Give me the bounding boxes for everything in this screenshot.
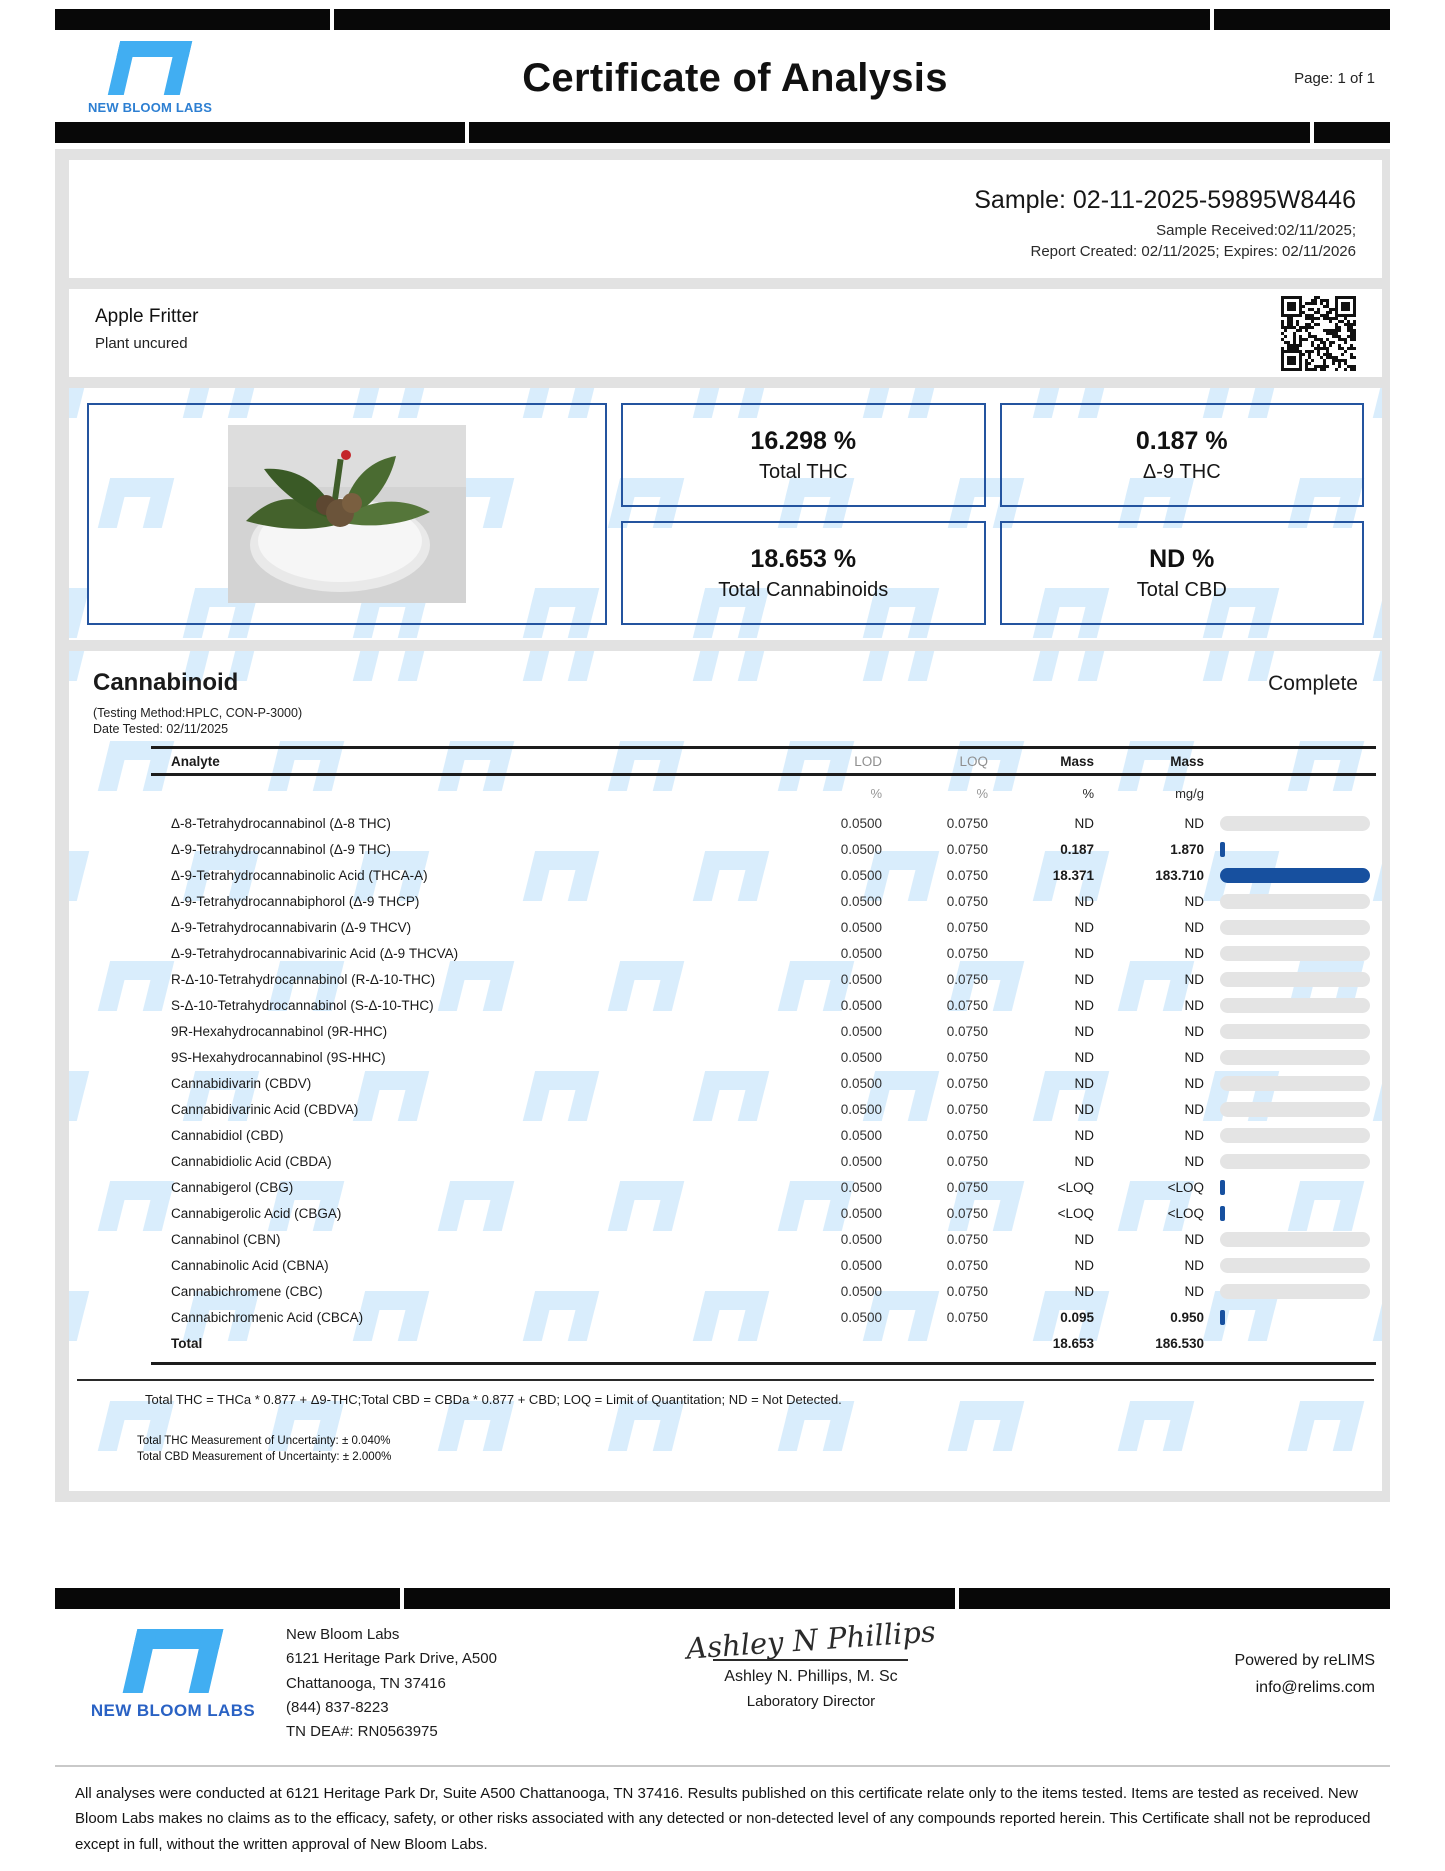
bar-track <box>1220 998 1370 1013</box>
product-info-card <box>69 289 1382 377</box>
metric-value: 16.298 % <box>750 426 857 455</box>
lab-name: New Bloom Labs <box>286 1626 400 1644</box>
bar-track <box>1220 1024 1370 1039</box>
footer-brand-name: NEW BLOOM LABS <box>90 1701 256 1721</box>
analyte-name: Cannabigerolic Acid (CBGA) <box>171 1205 342 1221</box>
loq-value: 0.0750 <box>946 841 988 857</box>
analyte-table-body <box>151 810 1376 1356</box>
mass-bar-cell <box>1204 816 1376 831</box>
lab-dea: TN DEA#: RN0563975 <box>286 1723 438 1741</box>
analyte-name: Cannabidiol (CBD) <box>171 1127 284 1143</box>
mass-bar-cell <box>1204 868 1376 883</box>
bar-track <box>1220 816 1370 831</box>
mass-bar-cell <box>1204 842 1376 857</box>
loq-value: 0.0750 <box>946 867 988 883</box>
date-tested: Date Tested: 02/11/2025 <box>93 722 229 736</box>
lod-value: 0.0500 <box>840 1127 882 1143</box>
cbd-uncertainty: Total CBD Measurement of Uncertainty: ± 2.000% <box>137 1451 392 1464</box>
analyte-name: Δ-9-Tetrahydrocannabivarin (Δ-9 THCV) <box>171 919 412 935</box>
mass-pct-value: ND <box>1074 1153 1094 1169</box>
analyte-name: Cannabichromene (CBC) <box>171 1283 323 1299</box>
lab-phone: (844) 837-8223 <box>286 1699 389 1717</box>
mass-pct-value: ND <box>1074 1101 1094 1117</box>
page-title: Certificate of Analysis <box>522 55 948 100</box>
bar-track <box>1220 1232 1370 1247</box>
analyte-name: Δ-9-Tetrahydrocannabiphorol (Δ-9 THCP) <box>171 893 420 909</box>
loq-value: 0.0750 <box>946 1231 988 1247</box>
table-row <box>151 1278 1376 1304</box>
thc-uncertainty: Total THC Measurement of Uncertainty: ± 0.040% <box>137 1435 391 1447</box>
bar-fill <box>1220 868 1370 883</box>
report-header <box>0 30 1445 122</box>
loq-value: 0.0750 <box>946 997 988 1013</box>
table-row <box>151 810 1376 836</box>
lab-brand-name: NEW BLOOM LABS <box>87 100 213 115</box>
analyte-name: Δ-9-Tetrahydrocannabinol (Δ-9 THC) <box>171 841 391 857</box>
loq-value: 0.0750 <box>946 1179 988 1195</box>
metric-label: Δ-9 THC <box>1142 460 1221 483</box>
unit-loq: % <box>976 785 988 801</box>
mass-bar-cell <box>1204 1076 1376 1091</box>
signature-block <box>497 1614 1125 1711</box>
mass-mgg-value: ND <box>1184 971 1204 987</box>
lod-value: 0.0500 <box>840 1049 882 1065</box>
total-mass-pct: 18.653 <box>1052 1335 1094 1351</box>
powered-by: Powered by reLIMS <box>1234 1652 1375 1670</box>
footer-lab-logo <box>88 1629 258 1721</box>
mass-bar-cell <box>1204 1128 1376 1143</box>
loq-value: 0.0750 <box>946 1309 988 1325</box>
table-bottom-border <box>151 1362 1376 1365</box>
sample-photo <box>228 425 466 603</box>
bar-fill <box>1220 1310 1225 1325</box>
watermark-logo-icon <box>1373 588 1382 638</box>
table-units-row <box>151 776 1376 810</box>
mass-mgg-value: <LOQ <box>1167 1179 1204 1195</box>
metric-value: 18.653 % <box>750 544 857 573</box>
mass-mgg-value: ND <box>1184 1023 1204 1039</box>
total-label: Total <box>171 1335 203 1351</box>
mass-bar-cell <box>1204 1050 1376 1065</box>
metric-value: ND % <box>1149 544 1215 573</box>
relims-block <box>1125 1647 1375 1701</box>
qr-code <box>1281 296 1356 371</box>
mass-pct-value: 0.095 <box>1060 1309 1094 1325</box>
mass-mgg-value: ND <box>1184 1049 1204 1065</box>
analyte-name: R-Δ-10-Tetrahydrocannabinol (R-Δ-10-THC) <box>171 971 436 987</box>
metric-label: Total CBD <box>1136 578 1227 601</box>
table-row <box>151 836 1376 862</box>
mass-pct-value: ND <box>1074 1283 1094 1299</box>
table-row <box>151 1018 1376 1044</box>
analyte-table <box>151 746 1376 1365</box>
new-bloom-labs-logo-icon <box>123 1629 224 1693</box>
contact-email: info@relims.com <box>1255 1679 1375 1697</box>
loq-value: 0.0750 <box>946 1075 988 1091</box>
new-bloom-labs-logo-icon <box>108 41 192 95</box>
analyte-name: 9S-Hexahydrocannabinol (9S-HHC) <box>171 1049 386 1065</box>
mass-pct-value: 0.187 <box>1060 841 1094 857</box>
analyte-name: Cannabichromenic Acid (CBCA) <box>171 1309 364 1325</box>
lod-value: 0.0500 <box>840 997 882 1013</box>
lab-logo <box>75 41 225 115</box>
report-footer <box>0 1609 1445 1744</box>
lod-value: 0.0500 <box>840 1283 882 1299</box>
report-dates: Report Created: 02/11/2025; Expires: 02/11/2026 <box>1030 243 1356 260</box>
loq-value: 0.0750 <box>946 945 988 961</box>
table-row <box>151 992 1376 1018</box>
table-row <box>151 1200 1376 1226</box>
lod-value: 0.0500 <box>840 1179 882 1195</box>
sample-photo-box <box>87 403 607 625</box>
metric-total-cannabinoids <box>621 521 986 625</box>
mass-pct-value: ND <box>1074 945 1094 961</box>
mass-pct-value: <LOQ <box>1057 1179 1094 1195</box>
analyte-name: Δ-9-Tetrahydrocannabinolic Acid (THCA-A) <box>171 867 428 883</box>
mass-pct-value: ND <box>1074 1231 1094 1247</box>
lod-value: 0.0500 <box>840 1101 882 1117</box>
loq-value: 0.0750 <box>946 1023 988 1039</box>
disclaimer-text: All analyses were conducted at 6121 Heritage Park Dr, Suite A500 Chattanooga, TN 37416. Results published on this certificate relate only to the items tested. Items are tested as received. New Bloom Labs makes no claims as to the efficacy, safety, or other risks associated with any detected or non-detected level of any compounds reported herein. This Certificate shall not be reproduced except in full, without the written approval of New Bloom Labs. <box>75 1784 1371 1853</box>
mass-bar-cell <box>1204 1102 1376 1117</box>
section-status: Complete <box>1268 672 1358 695</box>
signature-script: Ashley N Phillips <box>685 1614 937 1666</box>
loq-value: 0.0750 <box>946 893 988 909</box>
table-row <box>151 966 1376 992</box>
mass-pct-value: ND <box>1074 997 1094 1013</box>
table-row <box>151 1226 1376 1252</box>
bar-fill <box>1220 1180 1225 1195</box>
analyte-name: Δ-9-Tetrahydrocannabivarinic Acid (Δ-9 THCVA) <box>171 945 459 961</box>
table-row <box>151 1096 1376 1122</box>
analyte-name: Δ-8-Tetrahydrocannabinol (Δ-8 THC) <box>171 815 391 831</box>
unit-lod: % <box>870 785 882 801</box>
analyte-name: Cannabidivarinic Acid (CBDVA) <box>171 1101 359 1117</box>
table-row <box>151 862 1376 888</box>
mass-pct-value: <LOQ <box>1057 1205 1094 1221</box>
mass-mgg-value: 0.950 <box>1170 1309 1204 1325</box>
table-row <box>151 1122 1376 1148</box>
sample-received: Sample Received:02/11/2025; <box>1156 222 1356 239</box>
loq-value: 0.0750 <box>946 815 988 831</box>
table-row <box>151 1304 1376 1330</box>
mass-mgg-value: ND <box>1184 1231 1204 1247</box>
table-row <box>151 1070 1376 1096</box>
mass-mgg-value: ND <box>1184 1075 1204 1091</box>
mass-pct-value: ND <box>1074 1049 1094 1065</box>
bar-track <box>1220 1076 1370 1091</box>
loq-value: 0.0750 <box>946 1257 988 1273</box>
unit-mass-mgg: mg/g <box>1175 785 1204 801</box>
lod-value: 0.0500 <box>840 1205 882 1221</box>
loq-value: 0.0750 <box>946 1153 988 1169</box>
uncertainty-notes <box>69 1407 1382 1465</box>
product-type: Plant uncured <box>95 335 188 352</box>
sample-info-card <box>69 160 1382 278</box>
lod-value: 0.0500 <box>840 971 882 987</box>
cannabinoid-section-card <box>69 651 1382 1491</box>
header-divider-bar <box>55 122 1390 143</box>
lod-value: 0.0500 <box>840 815 882 831</box>
analyte-name: Cannabinol (CBN) <box>171 1231 281 1247</box>
analyte-name: Cannabigerol (CBG) <box>171 1179 294 1195</box>
table-row <box>151 1148 1376 1174</box>
table-row <box>151 914 1376 940</box>
loq-value: 0.0750 <box>946 1283 988 1299</box>
mass-pct-value: ND <box>1074 893 1094 909</box>
lab-street: 6121 Heritage Park Drive, A500 <box>286 1650 497 1668</box>
testing-method: (Testing Method:HPLC, CON-P-3000) <box>93 706 303 720</box>
mass-pct-value: ND <box>1074 919 1094 935</box>
mass-bar-cell <box>1204 920 1376 935</box>
mass-pct-value: ND <box>1074 815 1094 831</box>
total-mass-mgg: 186.530 <box>1155 1335 1204 1351</box>
mass-pct-value: ND <box>1074 1127 1094 1143</box>
loq-value: 0.0750 <box>946 1101 988 1117</box>
lab-address-block <box>286 1623 497 1744</box>
bar-track <box>1220 1258 1370 1273</box>
table-row <box>151 1252 1376 1278</box>
table-footnote: Total THC = THCa * 0.877 + Δ9-THC;Total CBD = CBDa * 0.877 + CBD; LOQ = Limit of Quantitation; ND = Not Detected. <box>77 1379 1374 1407</box>
signatory-name: Ashley N. Phillips, M. Sc <box>724 1668 898 1686</box>
table-row <box>151 888 1376 914</box>
section-title: Cannabinoid <box>93 669 239 696</box>
mass-bar-cell <box>1204 1232 1376 1247</box>
col-lod: LOD <box>854 753 882 769</box>
bar-track <box>1220 1284 1370 1299</box>
bar-track <box>1220 972 1370 987</box>
analyte-name: 9R-Hexahydrocannabinol (9R-HHC) <box>171 1023 388 1039</box>
mass-mgg-value: ND <box>1184 945 1204 961</box>
bar-track <box>1220 1128 1370 1143</box>
metric-total-thc <box>621 403 986 507</box>
results-summary-card <box>69 388 1382 640</box>
bar-fill <box>1220 1206 1225 1221</box>
lod-value: 0.0500 <box>840 841 882 857</box>
mass-mgg-value: ND <box>1184 1153 1204 1169</box>
lod-value: 0.0500 <box>840 1075 882 1091</box>
mass-pct-value: ND <box>1074 971 1094 987</box>
col-loq: LOQ <box>959 753 988 769</box>
loq-value: 0.0750 <box>946 971 988 987</box>
analyte-name: Cannabidiolic Acid (CBDA) <box>171 1153 332 1169</box>
mass-mgg-value: ND <box>1184 815 1204 831</box>
signatory-title: Laboratory Director <box>746 1693 876 1711</box>
table-header-row <box>151 746 1376 776</box>
col-mass-pct: Mass <box>1060 753 1094 769</box>
loq-value: 0.0750 <box>946 919 988 935</box>
mass-bar-cell <box>1204 972 1376 987</box>
col-mass-mgg: Mass <box>1170 753 1204 769</box>
bar-track <box>1220 894 1370 909</box>
mass-pct-value: ND <box>1074 1023 1094 1039</box>
lod-value: 0.0500 <box>840 1153 882 1169</box>
analyte-name: S-Δ-10-Tetrahydrocannabinol (S-Δ-10-THC) <box>171 997 434 1013</box>
col-analyte: Analyte <box>171 753 220 769</box>
bar-fill <box>1220 842 1225 857</box>
bar-track <box>1220 1154 1370 1169</box>
bar-track <box>1220 1102 1370 1117</box>
loq-value: 0.0750 <box>946 1049 988 1065</box>
mass-bar-cell <box>1204 1180 1376 1195</box>
page-number: Page: 1 of 1 <box>1294 69 1375 87</box>
mass-bar-cell <box>1204 1154 1376 1169</box>
watermark-logo-icon <box>1373 388 1382 418</box>
lod-value: 0.0500 <box>840 945 882 961</box>
bar-track <box>1220 920 1370 935</box>
analyte-name: Cannabidivarin (CBDV) <box>171 1075 312 1091</box>
metric-total-cbd <box>1000 521 1365 625</box>
metric-label: Total Cannabinoids <box>718 578 889 601</box>
mass-bar-cell <box>1204 1258 1376 1273</box>
footer-divider-bar <box>55 1588 1390 1609</box>
summary-metrics <box>621 403 1364 625</box>
mass-mgg-value: 1.870 <box>1170 841 1204 857</box>
table-row <box>151 940 1376 966</box>
mass-bar-cell <box>1204 1284 1376 1299</box>
mass-mgg-value: <LOQ <box>1167 1205 1204 1221</box>
mass-bar-cell <box>1204 998 1376 1013</box>
table-row <box>151 1044 1376 1070</box>
product-name: Apple Fritter <box>95 306 199 327</box>
unit-mass-pct: % <box>1082 785 1094 801</box>
mass-mgg-value: ND <box>1184 1283 1204 1299</box>
metric-value: 0.187 % <box>1135 426 1228 455</box>
loq-value: 0.0750 <box>946 1127 988 1143</box>
lod-value: 0.0500 <box>840 867 882 883</box>
lod-value: 0.0500 <box>840 919 882 935</box>
loq-value: 0.0750 <box>946 1205 988 1221</box>
mass-bar-cell <box>1204 946 1376 961</box>
mass-pct-value: 18.371 <box>1052 867 1094 883</box>
mass-pct-value: ND <box>1074 1075 1094 1091</box>
sample-id: Sample: 02-11-2025-59895W8446 <box>974 186 1356 214</box>
mass-mgg-value: ND <box>1184 919 1204 935</box>
metric-d9-thc <box>1000 403 1365 507</box>
bar-track <box>1220 1050 1370 1065</box>
mass-bar-cell <box>1204 1310 1376 1325</box>
metric-label: Total THC <box>758 460 848 483</box>
mass-bar-cell <box>1204 1024 1376 1039</box>
mass-mgg-value: ND <box>1184 1127 1204 1143</box>
lab-city: Chattanooga, TN 37416 <box>286 1674 446 1692</box>
mass-bar-cell <box>1204 894 1376 909</box>
table-total-row <box>151 1330 1376 1356</box>
mass-pct-value: ND <box>1074 1257 1094 1273</box>
content-area <box>55 149 1390 1502</box>
mass-mgg-value: ND <box>1184 1101 1204 1117</box>
mass-mgg-value: ND <box>1184 893 1204 909</box>
table-row <box>151 1174 1376 1200</box>
lod-value: 0.0500 <box>840 1231 882 1247</box>
mass-bar-cell <box>1204 1206 1376 1221</box>
bar-track <box>1220 946 1370 961</box>
mass-mgg-value: ND <box>1184 997 1204 1013</box>
lod-value: 0.0500 <box>840 893 882 909</box>
lod-value: 0.0500 <box>840 1309 882 1325</box>
mass-mgg-value: 183.710 <box>1155 867 1204 883</box>
mass-mgg-value: ND <box>1184 1257 1204 1273</box>
lod-value: 0.0500 <box>840 1023 882 1039</box>
analyte-name: Cannabinolic Acid (CBNA) <box>171 1257 329 1273</box>
top-divider-bar <box>55 9 1390 30</box>
lod-value: 0.0500 <box>840 1257 882 1273</box>
